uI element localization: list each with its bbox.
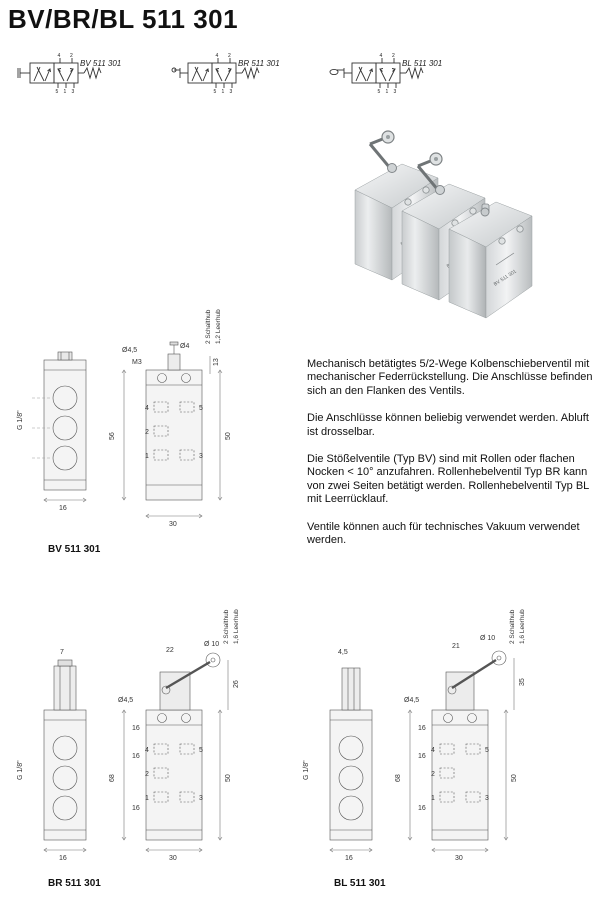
svg-text:3: 3 (485, 795, 489, 802)
svg-text:2: 2 (145, 429, 149, 436)
svg-text:50: 50 (225, 432, 232, 440)
drawing-bl (300, 610, 580, 860)
svg-text:3: 3 (71, 89, 75, 95)
svg-text:3: 3 (199, 795, 203, 802)
svg-text:4: 4 (145, 747, 149, 754)
svg-text:5: 5 (199, 747, 203, 754)
symbol-row (0, 55, 608, 105)
svg-text:G 1/8": G 1/8" (17, 760, 24, 780)
svg-text:16: 16 (59, 505, 67, 512)
svg-text:2: 2 (228, 53, 231, 59)
svg-text:22: 22 (166, 647, 174, 654)
svg-text:16: 16 (59, 855, 67, 862)
svg-text:1: 1 (385, 89, 389, 95)
svg-text:2: 2 (392, 53, 395, 59)
svg-text:16: 16 (345, 855, 353, 862)
svg-text:G 1/8": G 1/8" (17, 410, 24, 430)
svg-text:3: 3 (393, 89, 397, 95)
svg-text:5: 5 (485, 747, 489, 754)
svg-text:50: 50 (511, 774, 518, 782)
svg-text:30: 30 (455, 855, 463, 862)
drawing-br-caption: BR 511 301 (48, 878, 101, 889)
svg-text:4,5: 4,5 (338, 649, 348, 656)
description-paragraph-4: Ventile können auch für technisches Vakuum verwendet werden. (307, 520, 580, 547)
svg-text:BV 511 301: BV 511 301 (492, 268, 518, 288)
svg-text:13: 13 (213, 358, 220, 366)
svg-text:5: 5 (55, 89, 59, 95)
svg-text:7: 7 (60, 649, 64, 656)
description-paragraph-2: Die Anschlüsse können beliebig verwendet werden. Abluft ist drosselbar. (307, 412, 589, 438)
svg-text:16: 16 (132, 725, 140, 732)
symbol-bv-label: BV 511 301 (80, 59, 122, 68)
svg-text:1,2 Leerhub: 1,2 Leerhub (215, 309, 222, 344)
svg-text:Ø4,5: Ø4,5 (404, 697, 420, 704)
drawing-bv-caption: BV 511 301 (48, 544, 101, 555)
svg-text:5: 5 (199, 405, 203, 412)
symbol-bl-label: BL 511 301 (402, 59, 443, 68)
svg-text:2: 2 (145, 771, 149, 778)
svg-text:3: 3 (199, 453, 203, 460)
svg-text:30: 30 (169, 521, 177, 528)
svg-text:56: 56 (109, 432, 116, 440)
svg-text:1: 1 (431, 795, 435, 802)
svg-text:4: 4 (215, 53, 219, 59)
svg-text:2: 2 (70, 53, 73, 59)
svg-text:2 Schalthub: 2 Schalthub (509, 609, 516, 644)
svg-text:4: 4 (145, 405, 149, 412)
svg-text:1: 1 (221, 89, 225, 95)
svg-text:5: 5 (377, 89, 381, 95)
svg-text:Ø4,5: Ø4,5 (118, 697, 134, 704)
svg-text:16: 16 (418, 805, 426, 812)
drawing-bv (14, 309, 284, 540)
svg-text:16: 16 (132, 753, 140, 760)
svg-text:16: 16 (132, 805, 140, 812)
svg-text:16: 16 (418, 753, 426, 760)
svg-text:3: 3 (229, 89, 233, 95)
svg-text:1: 1 (145, 795, 149, 802)
description-paragraph-3: Die Stößelventile (Typ BV) sind mit Rollen oder flachen Nocken < 10° anzufahren. Rollenhebelventil Typ BR kann von zwei Seiten betätigt werden. Rollenhebelventil Typ BL mit Leerrücklauf. (307, 453, 589, 506)
description-text (307, 358, 597, 561)
product-photo (330, 118, 590, 323)
drawing-bl-caption: BL 511 301 (334, 878, 386, 889)
svg-text:Ø4: Ø4 (180, 343, 190, 350)
svg-text:Ø 10: Ø 10 (204, 641, 220, 648)
svg-text:2 Schalthub: 2 Schalthub (205, 309, 212, 344)
svg-text:35: 35 (519, 678, 526, 686)
svg-text:2: 2 (431, 771, 435, 778)
svg-text:1,6 Leerhub: 1,6 Leerhub (519, 609, 526, 644)
description-paragraph-1: Mechanisch betätigtes 5/2-Wege Kolbenschieberventil mit mechanischer Federrückstellung. Die Anschlüsse befinden sich an den Flanken des Ventils. (307, 358, 593, 397)
page-title: BV/BR/BL 511 301 (8, 4, 239, 34)
symbol-br (172, 55, 302, 101)
svg-text:4: 4 (379, 53, 383, 59)
svg-text:4: 4 (57, 53, 61, 59)
svg-text:68: 68 (395, 774, 402, 782)
drawing-br (14, 610, 294, 860)
svg-text:1: 1 (63, 89, 67, 95)
svg-text:68: 68 (109, 774, 116, 782)
svg-text:16: 16 (418, 725, 426, 732)
svg-text:30: 30 (169, 855, 177, 862)
symbol-bv (14, 55, 144, 101)
svg-text:Ø4,5: Ø4,5 (122, 347, 138, 354)
svg-text:50: 50 (225, 774, 232, 782)
svg-text:26: 26 (233, 680, 240, 688)
svg-text:21: 21 (452, 643, 460, 650)
svg-text:4: 4 (431, 747, 435, 754)
symbol-bl (330, 55, 470, 101)
svg-text:Ø 10: Ø 10 (480, 635, 496, 642)
svg-text:M3: M3 (132, 359, 142, 366)
symbol-br-label: BR 511 301 (238, 59, 280, 68)
svg-text:1,6 Leerhub: 1,6 Leerhub (233, 609, 240, 644)
svg-text:G 1/8": G 1/8" (303, 760, 310, 780)
svg-text:1: 1 (145, 453, 149, 460)
svg-text:2 Schalthub: 2 Schalthub (223, 609, 230, 644)
svg-text:5: 5 (213, 89, 217, 95)
